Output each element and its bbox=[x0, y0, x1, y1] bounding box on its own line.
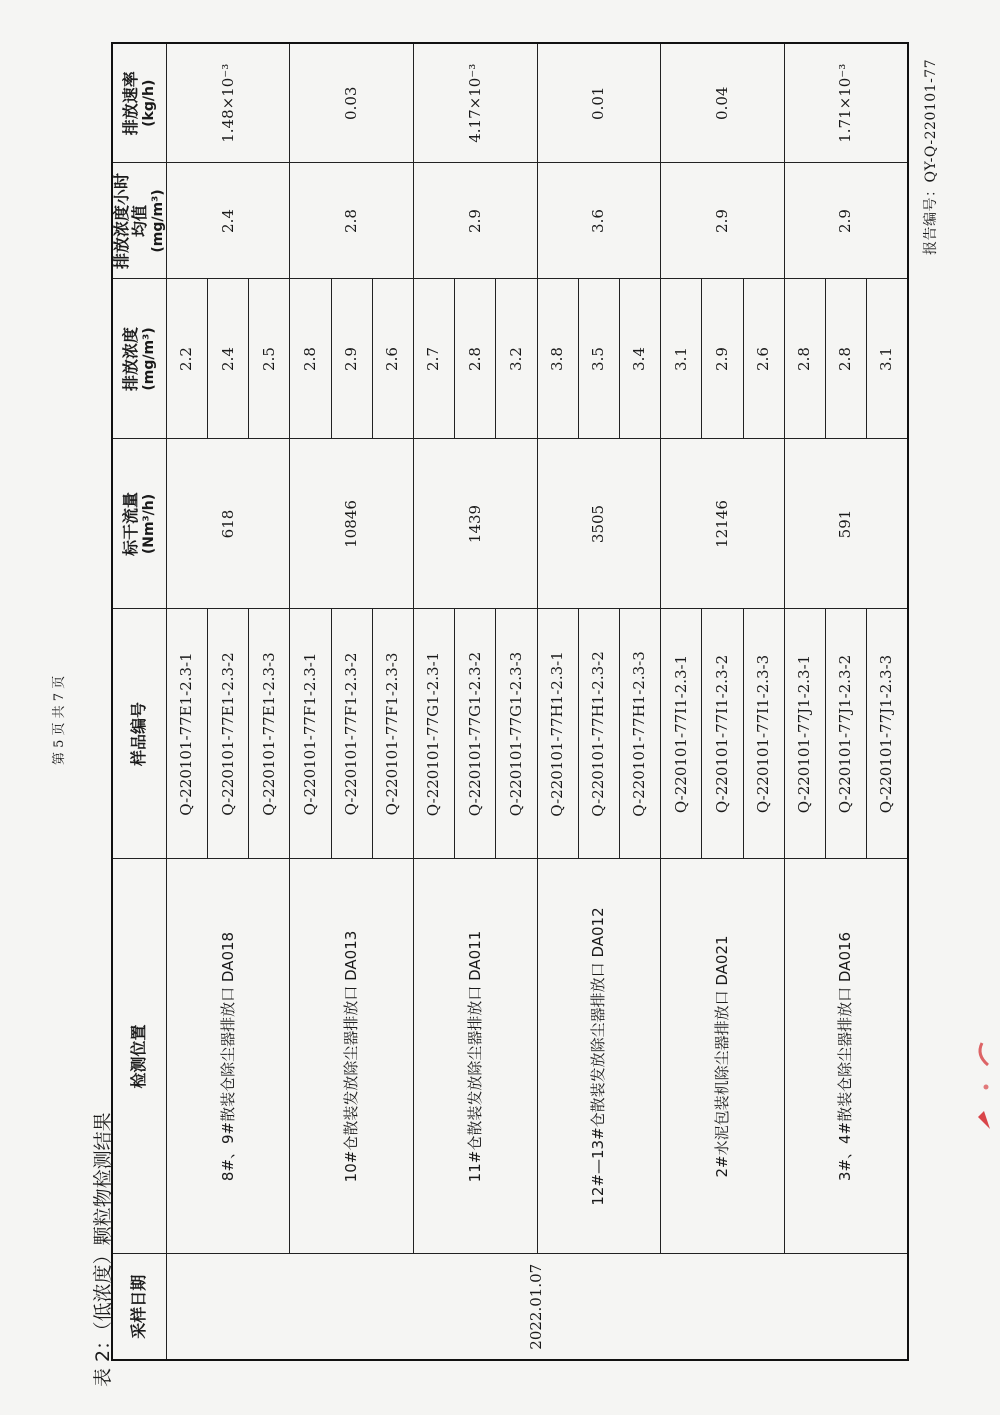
flow-cell: 591 bbox=[784, 439, 908, 609]
sample-id-cell: Q-220101-77J1-2.3-1 bbox=[784, 609, 825, 859]
header-conc-unit: (mg/m³) bbox=[140, 327, 157, 391]
sample-id-cell: Q-220101-77E1-2.3-3 bbox=[249, 609, 290, 859]
flow-cell: 12146 bbox=[661, 439, 785, 609]
sample-id-cell: Q-220101-77J1-2.3-3 bbox=[867, 609, 908, 859]
avg-cell: 2.4 bbox=[166, 163, 290, 279]
red-seal-fragment bbox=[968, 1025, 996, 1135]
header-flow bbox=[112, 439, 166, 609]
sample-id-cell: Q-220101-77E1-2.3-2 bbox=[208, 609, 249, 859]
sample-id-cell: Q-220101-77I1-2.3-1 bbox=[661, 609, 702, 859]
conc-cell: 2.4 bbox=[208, 279, 249, 439]
table-row bbox=[166, 43, 207, 1360]
flow-cell: 618 bbox=[166, 439, 290, 609]
avg-cell: 2.9 bbox=[661, 163, 785, 279]
conc-cell: 2.9 bbox=[331, 279, 372, 439]
sample-id-cell: Q-220101-77G1-2.3-3 bbox=[496, 609, 537, 859]
sample-id-cell: Q-220101-77G1-2.3-2 bbox=[455, 609, 496, 859]
sample-id-cell: Q-220101-77I1-2.3-2 bbox=[702, 609, 743, 859]
conc-cell: 2.6 bbox=[372, 279, 413, 439]
header-sample-id: 样品编号 bbox=[112, 609, 166, 859]
location-cell: 2#水泥包装机除尘器排放口 DA021 bbox=[661, 859, 785, 1254]
conc-cell: 2.6 bbox=[743, 279, 784, 439]
rate-cell: 1.71×10⁻³ bbox=[784, 43, 908, 163]
flow-cell: 3505 bbox=[537, 439, 661, 609]
avg-cell: 2.9 bbox=[414, 163, 538, 279]
conc-cell: 2.2 bbox=[166, 279, 207, 439]
conc-cell: 2.8 bbox=[825, 279, 866, 439]
rate-cell: 0.01 bbox=[537, 43, 661, 163]
header-conc-label: 排放浓度 bbox=[121, 327, 141, 392]
header-avg bbox=[112, 163, 166, 279]
sample-id-cell: Q-220101-77J1-2.3-2 bbox=[825, 609, 866, 859]
avg-cell: 2.8 bbox=[290, 163, 414, 279]
conc-cell: 2.8 bbox=[455, 279, 496, 439]
header-avg-label: 排放浓度小时均值 bbox=[112, 173, 150, 270]
header-row bbox=[112, 43, 166, 1360]
location-cell: 11#仓散装发放除尘器排放口 DA011 bbox=[414, 859, 538, 1254]
conc-cell: 3.4 bbox=[619, 279, 660, 439]
sample-id-cell: Q-220101-77F1-2.3-2 bbox=[331, 609, 372, 859]
results-table bbox=[111, 42, 909, 1361]
location-cell: 12#—13#仓散装发放除尘器排放口 DA012 bbox=[537, 859, 661, 1254]
header-conc bbox=[112, 279, 166, 439]
table-body bbox=[166, 43, 908, 1360]
table-row bbox=[290, 43, 331, 1360]
table-row bbox=[661, 43, 702, 1360]
header-rate-unit: (kg/h) bbox=[140, 79, 157, 127]
location-cell: 8#、9#散装仓除尘器排放口 DA018 bbox=[166, 859, 290, 1254]
sample-id-cell: Q-220101-77G1-2.3-1 bbox=[414, 609, 455, 859]
sample-id-cell: Q-220101-77H1-2.3-1 bbox=[537, 609, 578, 859]
sample-id-cell: Q-220101-77F1-2.3-3 bbox=[372, 609, 413, 859]
rate-cell: 4.17×10⁻³ bbox=[414, 43, 538, 163]
header-flow-unit: (Nm³/h) bbox=[140, 493, 157, 555]
flow-cell: 10846 bbox=[290, 439, 414, 609]
conc-cell: 3.5 bbox=[578, 279, 619, 439]
rate-cell: 0.04 bbox=[661, 43, 785, 163]
header-location: 检测位置 bbox=[112, 859, 166, 1254]
location-cell: 10#仓散装发放除尘器排放口 DA013 bbox=[290, 859, 414, 1254]
conc-cell: 3.2 bbox=[496, 279, 537, 439]
table-title: 表 2：（低浓度）颗粒物检测结果 bbox=[92, 1112, 114, 1387]
rate-cell: 0.03 bbox=[290, 43, 414, 163]
conc-cell: 3.1 bbox=[661, 279, 702, 439]
conc-cell: 2.5 bbox=[249, 279, 290, 439]
header-rate bbox=[112, 43, 166, 163]
sample-id-cell: Q-220101-77I1-2.3-3 bbox=[743, 609, 784, 859]
conc-cell: 3.8 bbox=[537, 279, 578, 439]
sample-id-cell: Q-220101-77E1-2.3-1 bbox=[166, 609, 207, 859]
conc-cell: 2.7 bbox=[414, 279, 455, 439]
header-avg-unit: (mg/m³) bbox=[149, 189, 166, 253]
conc-cell: 3.1 bbox=[867, 279, 908, 439]
table-row bbox=[414, 43, 455, 1360]
sampling-date: 2022.01.07 bbox=[166, 1254, 908, 1360]
header-flow-label: 标干流量 bbox=[121, 492, 141, 557]
sample-id-cell: Q-220101-77H1-2.3-2 bbox=[578, 609, 619, 859]
sample-id-cell: Q-220101-77F1-2.3-1 bbox=[290, 609, 331, 859]
table-row bbox=[537, 43, 578, 1360]
avg-cell: 3.6 bbox=[537, 163, 661, 279]
conc-cell: 2.8 bbox=[784, 279, 825, 439]
avg-cell: 2.9 bbox=[784, 163, 908, 279]
sample-id-cell: Q-220101-77H1-2.3-3 bbox=[619, 609, 660, 859]
header-date: 采样日期 bbox=[112, 1254, 166, 1360]
header-rate-label: 排放速率 bbox=[121, 71, 141, 136]
conc-cell: 2.9 bbox=[702, 279, 743, 439]
conc-cell: 2.8 bbox=[290, 279, 331, 439]
rate-cell: 1.48×10⁻³ bbox=[166, 43, 290, 163]
location-cell: 3#、4#散装仓除尘器排放口 DA016 bbox=[784, 859, 908, 1254]
flow-cell: 1439 bbox=[414, 439, 538, 609]
page-number: 第 5 页 共 7 页 bbox=[52, 675, 67, 765]
report-number: 报告编号：QY-Q-220101-77 bbox=[923, 58, 939, 255]
table-row bbox=[784, 43, 825, 1360]
